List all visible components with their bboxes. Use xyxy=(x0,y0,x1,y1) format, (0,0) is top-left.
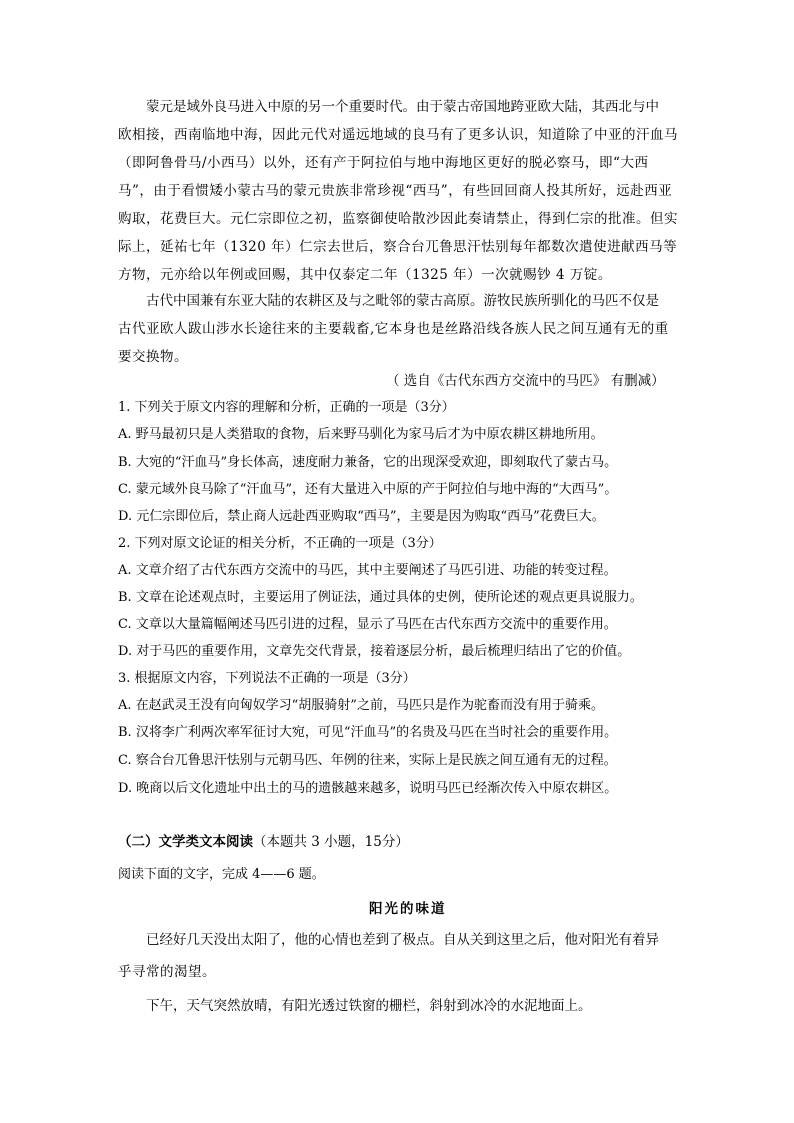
answer-option: A. 文章介绍了古代东西方交流中的马匹，其中主要阐述了马匹引进、功能的转变过程。 xyxy=(118,563,617,578)
passage-line: 古代亚欧人跋山涉水长途往来的主要载畜,它本身也是丝路沿线各族人民之间互通有无的重 xyxy=(118,321,669,337)
answer-option: B. 文章在论述观点时，主要运用了例证法，通过具体的史例，使所论述的观点更具说服力。 xyxy=(118,590,643,605)
answer-option: C. 文章以大量篇幅阐述马匹引进的过程，显示了马匹在古代东西方交流中的重要作用。 xyxy=(118,617,617,632)
passage-line: 蒙元是域外良马进入中原的另一个重要时代。由于蒙古帝国地跨亚欧大陆，其西北与中 xyxy=(146,99,659,115)
passage-line: 要交换物。 xyxy=(118,349,188,365)
passage-line: 际上，延祐七年（1320 年）仁宗去世后，察合台兀鲁思汗怯别每年都数次遣使进献西马等 xyxy=(118,239,678,255)
passage-line: 方物，元亦给以年例或回赐，其中仅泰定二年（1325 年）一次就赐钞 4 万锭。 xyxy=(118,267,612,283)
passage-line: （即阿鲁骨马/小西马）以外，还有产于阿拉伯与地中海地区更好的脱必察马，即“大西 xyxy=(118,155,649,171)
story-line: 已经好几天没出太阳了，他的心情也差到了极点。自从关到这里之后，他对阳光有着异 xyxy=(146,932,659,948)
answer-option: D. 元仁宗即位后，禁止商人远赴西亚购取“西马”，主要是因为购取“西马”花费巨大。 xyxy=(118,509,605,524)
answer-option: C. 察合台兀鲁思汗怯别与元朝马匹、年例的往来，实际上是民族之间互通有无的过程。 xyxy=(118,753,617,768)
section-heading-note: （本题共 3 小题，15分） xyxy=(253,834,409,850)
story-line: 下午，天气突然放晴，有阳光透过铁窗的栅栏，斜射到冰冷的水泥地面上。 xyxy=(146,998,592,1014)
section-heading-title: （二）文学类文本阅读 xyxy=(118,834,253,850)
source-citation: （ 选自《古代东西方交流中的马匹》 有删减） xyxy=(386,373,665,389)
answer-option: B. 汉将李广利两次率军征讨大宛，可见“汗血马”的名贵及马匹在当时社会的重要作用。 xyxy=(118,725,618,740)
answer-option: D. 对于马匹的重要作用，文章先交代背景，接着逐层分析，最后梳理归结出了它的价值。 xyxy=(118,644,631,659)
question-stem: 1. 下列关于原文内容的理解和分析，正确的一项是（3分） xyxy=(118,400,455,415)
passage-line: 马”，由于看惯矮小蒙古马的蒙元贵族非常珍视“西马”，有些回回商人投其所好，远赴西亚 xyxy=(118,183,673,199)
question-stem: 3. 根据原文内容，下列说法不正确的一项是（3分） xyxy=(118,671,416,686)
section-heading xyxy=(118,830,409,850)
story-title: 阳光的味道 xyxy=(369,901,447,917)
answer-option: B. 大宛的“汗血马”身长体高，速度耐力兼备，它的出现深受欢迎，即刻取代了蒙古马。 xyxy=(118,455,618,470)
answer-option: A. 野马最初只是人类猎取的食物，后来野马驯化为家马后才为中原农耕区耕地所用。 xyxy=(118,427,604,442)
answer-option: D. 晚商以后文化遗址中出土的马的遗骸越来越多，说明马匹已经渐次传入中原农耕区。 xyxy=(118,781,618,796)
question-stem: 2. 下列对原文论证的相关分析，不正确的一项是（3分） xyxy=(118,536,442,551)
passage-line: 古代中国兼有东亚大陆的农耕区及与之毗邻的蒙古高原。游牧民族所驯化的马匹不仅是 xyxy=(146,293,659,309)
answer-option: C. 蒙元域外良马除了“汗血马”，还有大量进入中原的产于阿拉伯与地中海的“大西马”。 xyxy=(118,482,618,497)
passage-line: 购取，花费巨大。元仁宗即位之初，监察御使哈散沙因此奏请禁止，得到仁宗的批准。但实 xyxy=(118,211,678,227)
passage-line: 欧相接，西南临地中海，因此元代对遥远地域的良马有了更多认识，知道除了中亚的汗血马 xyxy=(118,127,678,143)
instruction-text: 阅读下面的文字，完成 4——6 题。 xyxy=(118,867,325,882)
story-line: 乎寻常的渴望。 xyxy=(118,964,216,980)
answer-option: A. 在赵武灵王没有向匈奴学习“胡服骑射”之前，马匹只是作为驼畜而没有用于骑乘。 xyxy=(118,698,604,713)
